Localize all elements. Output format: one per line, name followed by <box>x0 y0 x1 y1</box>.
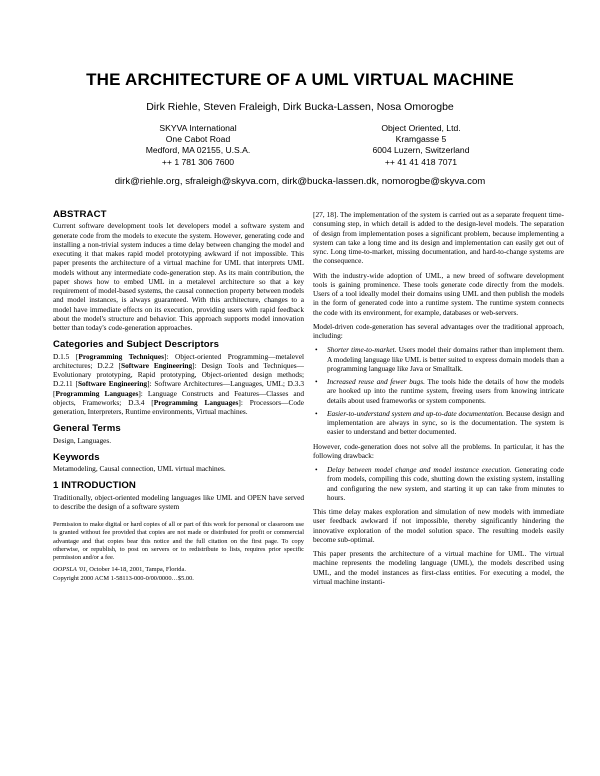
general-terms-heading: General Terms <box>53 423 121 435</box>
left-column <box>53 210 304 583</box>
categories-heading: Categories and Subject Descriptors <box>53 339 220 351</box>
categories-text: D.1.5 [Programming Techniques]: Object-oriented Programming—metalevel architectures; D.2.2 [Software Engineering]: Design Tools and Techniques—Evolutionary prototyping, Rapid prototyping, Object-oriented design methods; D.2.11 [Software Engineering]: Software Architectures—Languages, UML; D.3.3 [Programming Languages]: Language Constructs and Features—Classes and objects, Frameworks; D.3.4 [Programming Languages]: Processors—Code generation, Interpreters, Runtime environments, Virtual machines. <box>53 351 305 416</box>
list-item: • Increased reuse and fewer bugs. The tools hide the details of how the models are hooked up into the runtime system, freeing users from knowing intricate details about used frameworks or system components. <box>313 377 564 405</box>
affiliation-skyva <box>98 123 298 168</box>
general-terms-text: Design, Languages. <box>53 435 112 445</box>
abstract-text: Current software development tools let developers model a software system and generate code from the models to execute the system. However, generating code and installing a non-trivial system induces a time delay between changing the model and executing it that makes rapid model prototyping awkward if not impossible. This paper presents the architecture of a virtual machine for UML that interprets UML models without any intermediate code-generation step. As its main contribution, the paper shows how to embed UML in a metalevel architecture so that a key requirement of model-based systems, the causal connection property between models and model instances, is always guaranteed. With this architecture, changes to a model have immediate effects on its execution, providing users with rapid feedback about the model's structure and behavior. This approach supports model innovation better than today's code-generation approaches. <box>53 221 304 332</box>
affiliation-org: Object Oriented, Ltd. <box>381 123 461 133</box>
affiliation-phone: ++ 41 41 418 7071 <box>384 156 458 167</box>
affiliation-org: SKYVA International <box>159 123 237 133</box>
permission-notice <box>53 521 304 583</box>
author-list: Dirk Riehle, Steven Fraleigh, Dirk Bucka-Lassen, Nosa Omorogbe <box>146 101 454 113</box>
introduction-heading: 1 INTRODUCTION <box>53 480 136 492</box>
copyright-line: Copyright 2000 ACM 1-58113-000-0/00/0000…$5.00. <box>53 574 194 582</box>
abstract-heading: ABSTRACT <box>53 209 107 220</box>
affiliation-city: 6004 Luzern, Switzerland <box>372 145 470 156</box>
affiliation-street: One Cabot Road <box>165 134 231 145</box>
list-item: • Delay between model change and model instance execution. Generating code from models, compiling this code, shutting down the existing system, installing and configuring the new system, and starting it up can take from minutes to hours. <box>313 465 564 502</box>
body-paragraph: This paper presents the architecture of a virtual machine for UML. The virtual machine represents the modeling language (UML), the models described using UML, and the model instances as first-class entities. For executing a model, the virtual machine instanti- <box>313 549 564 586</box>
body-paragraph: With the industry-wide adoption of UML, a new breed of software development tools is gaining prominence. These tools generate code directly from the models. Users of a tool ideally model their domains using UML and then publish the models in the form of generated code into a runtime system. The runtime system connects the code with its environment, for example, databases or web-servers. <box>313 270 564 317</box>
body-paragraph: This time delay makes exploration and simulation of new models with immediate user feedback awkward if not impossible, thereby significantly hindering the innovative exploration of the model solution space. The resulting models easily become sub-optimal. <box>313 507 564 544</box>
body-paragraph: However, code-generation does not solve all the problems. In particular, it has the following drawback: <box>313 441 564 460</box>
body-paragraph: Model-driven code-generation has several advantages over the traditional approach, including: <box>313 321 564 340</box>
affiliation-phone: ++ 1 781 306 7600 <box>161 156 235 167</box>
drawbacks-list <box>313 465 564 502</box>
list-item: • Easier-to-understand system and up-to-date documentation. Because design and implementation are always in sync, so is the documentation. The system is easier to understand and better documented. <box>313 409 564 437</box>
keywords-text: Metamodeling, Causal connection, UML virtual machines. <box>53 464 226 473</box>
body-paragraph: [27, 18]. The implementation of the system is carried out as a separate frequent time-consuming step, in which detail is added to the design-level models. The separation of design from implementation poses a significant problem, because implementing a system can take a long time and its design and implementation can easily get out of sync. Long time-to-market, missing documentation, and hard-to-change systems are the consequence. <box>313 210 564 266</box>
right-column <box>313 210 564 591</box>
list-item: • Shorter time-to-market. Users model their domains rather than implement them. A modeling language like UML is better suited to express domain models than a programming language like Java or Smalltalk. <box>313 345 564 373</box>
advantages-list <box>313 345 564 436</box>
author-emails: dirk@riehle.org, sfraleigh@skyva.com, dirk@bucka-lassen.dk, nomorogbe@skyva.com <box>114 176 486 187</box>
affiliation-city: Medford, MA 02155, U.S.A. <box>145 145 251 156</box>
introduction-text: Traditionally, object-oriented modeling languages like UML and OPEN have served to describe the design of a software system <box>53 492 304 511</box>
keywords-heading: Keywords <box>53 451 100 463</box>
affiliation-object-oriented <box>321 123 521 168</box>
affiliation-street: Kramgasse 5 <box>395 134 447 145</box>
permission-text: Permission to make digital or hard copies of all or part of this work for personal or classroom use is granted without fee provided that copies are not made or distributed for profit or commercial advantage and that copies bear this notice and the full citation on the first page. To copy otherwise, or republish, to post on servers or to redistribute to lists, requires prior specific permission and/or a fee. <box>53 521 304 562</box>
paper-title: THE ARCHITECTURE OF A UML VIRTUAL MACHINE <box>86 70 514 89</box>
conference-line: OOPSLA '01, October 14-18, 2001, Tampa, Florida. <box>53 566 186 574</box>
